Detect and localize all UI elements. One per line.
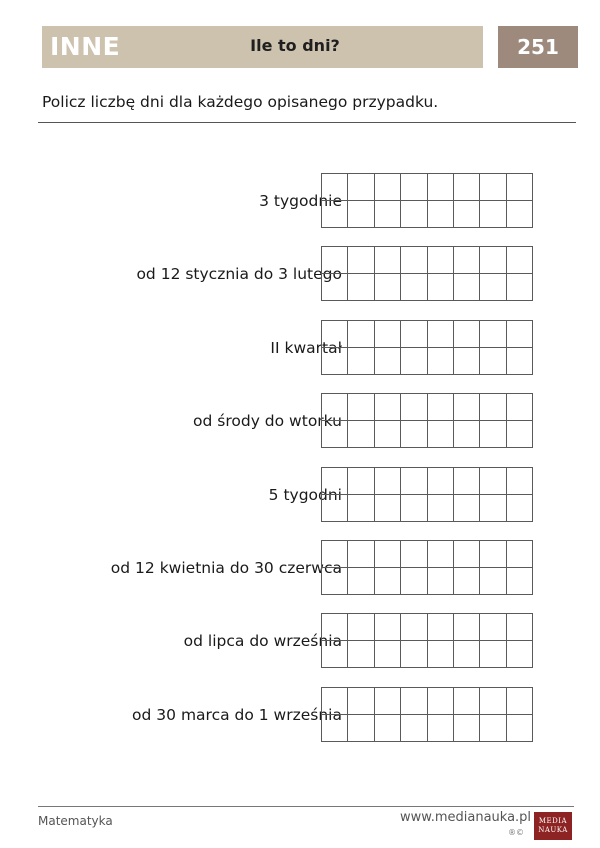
task-label: od 12 stycznia do 3 lutego xyxy=(136,265,342,283)
answer-cell[interactable] xyxy=(322,348,348,375)
answer-cell[interactable] xyxy=(322,394,348,421)
task-label: II kwartał xyxy=(270,339,342,357)
answer-grid xyxy=(321,613,533,668)
answer-cell[interactable] xyxy=(374,321,400,348)
answer-cell[interactable] xyxy=(427,541,453,568)
answer-cell[interactable] xyxy=(453,321,479,348)
answer-cell[interactable] xyxy=(348,394,374,421)
answer-cell[interactable] xyxy=(374,394,400,421)
task-label: od 12 kwietnia do 30 czerwca xyxy=(110,559,342,577)
answer-cell[interactable] xyxy=(506,321,532,348)
logo-line-2: NAUKA xyxy=(538,826,568,834)
task-label: od lipca do września xyxy=(183,632,342,650)
answer-cell[interactable] xyxy=(480,468,506,495)
answer-cell[interactable] xyxy=(453,715,479,742)
answer-cell[interactable] xyxy=(322,541,348,568)
answer-cell[interactable] xyxy=(480,174,506,201)
answer-cell[interactable] xyxy=(427,321,453,348)
answer-cell[interactable] xyxy=(401,394,427,421)
answer-cell[interactable] xyxy=(322,641,348,668)
answer-grid xyxy=(321,467,533,522)
answer-cell[interactable] xyxy=(480,201,506,228)
answer-cell[interactable] xyxy=(401,348,427,375)
answer-cell[interactable] xyxy=(374,247,400,274)
answer-cell[interactable] xyxy=(348,421,374,448)
answer-cell[interactable] xyxy=(322,174,348,201)
answer-cell[interactable] xyxy=(453,614,479,641)
task-label: 3 tygodnie xyxy=(259,192,342,210)
answer-cell[interactable] xyxy=(453,174,479,201)
answer-cell[interactable] xyxy=(506,274,532,301)
answer-cell[interactable] xyxy=(348,568,374,595)
answer-cell[interactable] xyxy=(506,348,532,375)
answer-cell[interactable] xyxy=(480,541,506,568)
answer-cell[interactable] xyxy=(348,274,374,301)
answer-cell[interactable] xyxy=(348,247,374,274)
answer-cell[interactable] xyxy=(401,688,427,715)
task-row xyxy=(40,613,540,669)
answer-cell[interactable] xyxy=(453,348,479,375)
answer-cell[interactable] xyxy=(374,348,400,375)
answer-grid xyxy=(321,540,533,595)
answer-cell[interactable] xyxy=(506,174,532,201)
page-title: Ile to dni? xyxy=(250,36,340,55)
task-row xyxy=(40,320,540,376)
answer-cell[interactable] xyxy=(506,468,532,495)
answer-cell[interactable] xyxy=(322,421,348,448)
answer-cell[interactable] xyxy=(374,641,400,668)
answer-cell[interactable] xyxy=(480,321,506,348)
answer-cell[interactable] xyxy=(322,247,348,274)
answer-cell[interactable] xyxy=(348,321,374,348)
answer-cell[interactable] xyxy=(322,688,348,715)
answer-cell[interactable] xyxy=(401,247,427,274)
answer-grid xyxy=(321,246,533,301)
answer-cell[interactable] xyxy=(480,421,506,448)
answer-cell[interactable] xyxy=(401,641,427,668)
answer-cell[interactable] xyxy=(401,174,427,201)
answer-cell[interactable] xyxy=(480,715,506,742)
answer-cell[interactable] xyxy=(401,201,427,228)
answer-cell[interactable] xyxy=(480,348,506,375)
answer-cell[interactable] xyxy=(348,688,374,715)
answer-cell[interactable] xyxy=(374,421,400,448)
answer-cell[interactable] xyxy=(401,614,427,641)
answer-cell[interactable] xyxy=(374,614,400,641)
answer-cell[interactable] xyxy=(453,568,479,595)
answer-cell[interactable] xyxy=(506,688,532,715)
answer-cell[interactable] xyxy=(401,274,427,301)
header-divider xyxy=(38,122,576,123)
answer-cell[interactable] xyxy=(348,348,374,375)
task-row xyxy=(40,467,540,523)
answer-cell[interactable] xyxy=(374,274,400,301)
footer-subject: Matematyka xyxy=(38,814,113,828)
answer-cell[interactable] xyxy=(506,715,532,742)
answer-cell[interactable] xyxy=(506,495,532,522)
task-label: 5 tygodni xyxy=(268,486,342,504)
answer-cell[interactable] xyxy=(453,274,479,301)
answer-cell[interactable] xyxy=(401,421,427,448)
answer-cell[interactable] xyxy=(374,541,400,568)
answer-cell[interactable] xyxy=(506,568,532,595)
answer-cell[interactable] xyxy=(374,688,400,715)
answer-cell[interactable] xyxy=(348,614,374,641)
answer-cell[interactable] xyxy=(348,641,374,668)
answer-cell[interactable] xyxy=(427,421,453,448)
task-row xyxy=(40,540,540,596)
answer-cell[interactable] xyxy=(427,495,453,522)
answer-grid xyxy=(321,687,533,742)
category-label: INNE xyxy=(50,32,121,61)
answer-cell[interactable] xyxy=(453,394,479,421)
answer-cell[interactable] xyxy=(322,468,348,495)
answer-cell[interactable] xyxy=(401,495,427,522)
answer-cell[interactable] xyxy=(427,201,453,228)
answer-cell[interactable] xyxy=(427,688,453,715)
answer-cell[interactable] xyxy=(348,201,374,228)
answer-cell[interactable] xyxy=(348,715,374,742)
answer-cell[interactable] xyxy=(480,274,506,301)
task-row xyxy=(40,687,540,743)
answer-grid xyxy=(321,393,533,448)
answer-cell[interactable] xyxy=(480,247,506,274)
answer-cell[interactable] xyxy=(374,495,400,522)
answer-cell[interactable] xyxy=(427,394,453,421)
answer-cell[interactable] xyxy=(453,495,479,522)
answer-cell[interactable] xyxy=(506,541,532,568)
answer-cell[interactable] xyxy=(427,274,453,301)
answer-cell[interactable] xyxy=(401,321,427,348)
task-row xyxy=(40,173,540,229)
footer-website-link[interactable]: www.medianauka.pl xyxy=(400,810,532,825)
answer-cell[interactable] xyxy=(348,541,374,568)
answer-cell[interactable] xyxy=(453,641,479,668)
answer-grid xyxy=(321,173,533,228)
answer-cell[interactable] xyxy=(453,247,479,274)
answer-cell[interactable] xyxy=(506,201,532,228)
answer-cell[interactable] xyxy=(374,174,400,201)
answer-cell[interactable] xyxy=(453,201,479,228)
task-row xyxy=(40,246,540,302)
answer-cell[interactable] xyxy=(427,468,453,495)
answer-cell[interactable] xyxy=(427,641,453,668)
answer-cell[interactable] xyxy=(348,495,374,522)
answer-cell[interactable] xyxy=(322,715,348,742)
answer-cell[interactable] xyxy=(348,174,374,201)
answer-cell[interactable] xyxy=(480,688,506,715)
answer-cell[interactable] xyxy=(322,274,348,301)
answer-cell[interactable] xyxy=(453,541,479,568)
answer-cell[interactable] xyxy=(374,201,400,228)
answer-cell[interactable] xyxy=(506,394,532,421)
footer-divider xyxy=(38,806,574,807)
answer-cell[interactable] xyxy=(427,568,453,595)
task-label: od 30 marca do 1 września xyxy=(132,706,342,724)
answer-cell[interactable] xyxy=(506,421,532,448)
instructions-text: Policz liczbę dni dla każdego opisanego przypadku. xyxy=(42,93,439,111)
answer-cell[interactable] xyxy=(453,468,479,495)
answer-cell[interactable] xyxy=(427,174,453,201)
answer-cell[interactable] xyxy=(506,614,532,641)
answer-cell[interactable] xyxy=(480,394,506,421)
answer-cell[interactable] xyxy=(401,568,427,595)
answer-cell[interactable] xyxy=(480,614,506,641)
answer-cell[interactable] xyxy=(322,495,348,522)
page-number: 251 xyxy=(498,26,578,68)
logo-line-1: MEDIA xyxy=(538,817,568,825)
answer-cell[interactable] xyxy=(401,541,427,568)
answer-cell[interactable] xyxy=(374,715,400,742)
answer-cell[interactable] xyxy=(322,201,348,228)
task-row xyxy=(40,393,540,449)
answer-cell[interactable] xyxy=(348,468,374,495)
answer-cell[interactable] xyxy=(480,641,506,668)
answer-cell[interactable] xyxy=(427,614,453,641)
task-label: od środy do wtorku xyxy=(193,412,342,430)
answer-cell[interactable] xyxy=(427,348,453,375)
answer-cell[interactable] xyxy=(322,568,348,595)
answer-cell[interactable] xyxy=(506,247,532,274)
answer-cell[interactable] xyxy=(480,495,506,522)
answer-cell[interactable] xyxy=(427,715,453,742)
answer-cell[interactable] xyxy=(401,468,427,495)
answer-cell[interactable] xyxy=(322,321,348,348)
answer-cell[interactable] xyxy=(453,421,479,448)
answer-cell[interactable] xyxy=(480,568,506,595)
publisher-logo xyxy=(534,812,572,840)
answer-cell[interactable] xyxy=(374,468,400,495)
answer-cell[interactable] xyxy=(401,715,427,742)
answer-grid xyxy=(321,320,533,375)
answer-cell[interactable] xyxy=(374,568,400,595)
answer-cell[interactable] xyxy=(427,247,453,274)
answer-cell[interactable] xyxy=(506,641,532,668)
copyright-marks: ®© xyxy=(508,828,524,837)
answer-cell[interactable] xyxy=(322,614,348,641)
answer-cell[interactable] xyxy=(453,688,479,715)
